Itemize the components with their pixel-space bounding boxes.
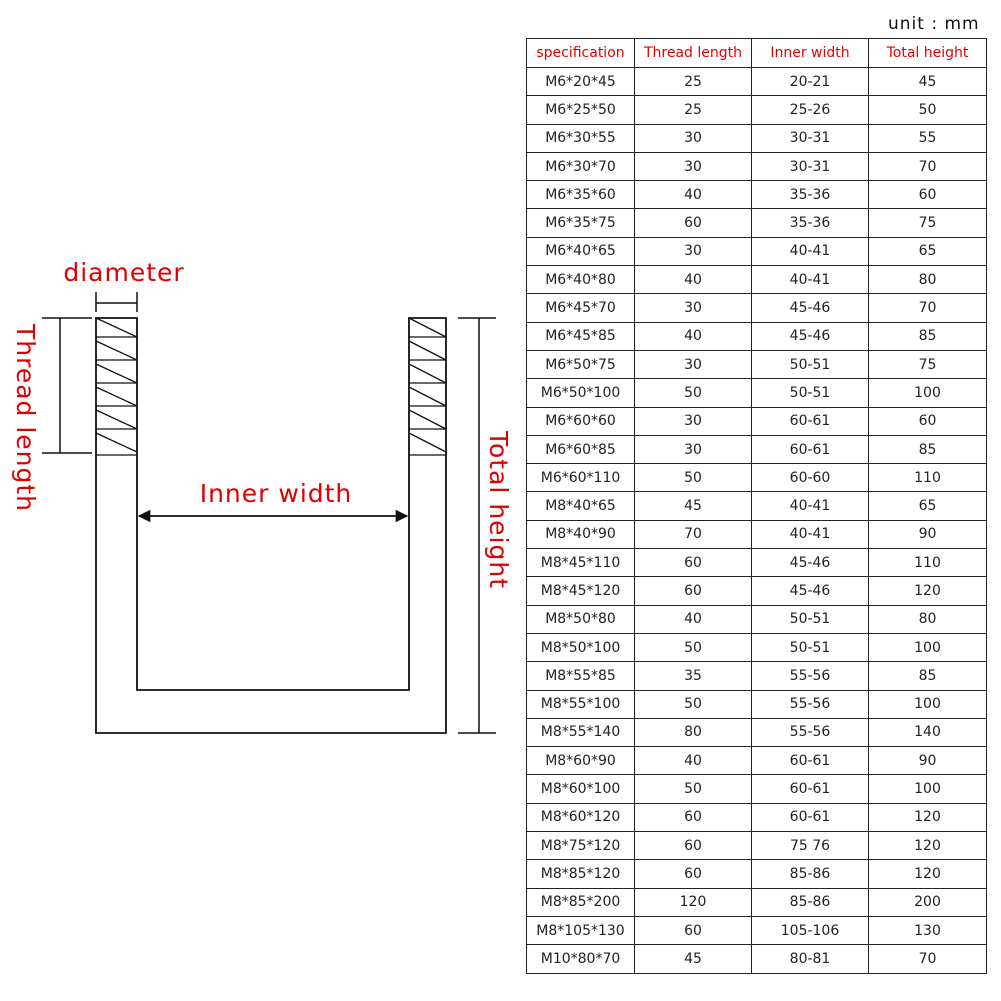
cell-inner-width: 55-56 xyxy=(752,690,869,718)
cell-inner-width: 50-51 xyxy=(752,350,869,378)
table-row xyxy=(527,916,987,944)
cell-inner-width: 50-51 xyxy=(752,633,869,661)
table-row xyxy=(527,577,987,605)
table-row xyxy=(527,209,987,237)
cell-inner-width: 60-61 xyxy=(752,435,869,463)
cell-total-height: 55 xyxy=(869,124,987,152)
table-row xyxy=(527,464,987,492)
cell-thread-length: 40 xyxy=(635,747,752,775)
table-row xyxy=(527,266,987,294)
table-row xyxy=(527,718,987,746)
cell-thread-length: 30 xyxy=(635,435,752,463)
cell-inner-width: 40-41 xyxy=(752,266,869,294)
table-row xyxy=(527,803,987,831)
cell-total-height: 45 xyxy=(869,68,987,96)
cell-inner-width: 40-41 xyxy=(752,520,869,548)
table-row xyxy=(527,662,987,690)
table-row xyxy=(527,181,987,209)
table-row xyxy=(527,124,987,152)
diameter-dimension xyxy=(96,292,137,312)
table-row xyxy=(527,747,987,775)
cell-total-height: 60 xyxy=(869,407,987,435)
cell-total-height: 120 xyxy=(869,860,987,888)
cell-inner-width: 55-56 xyxy=(752,718,869,746)
cell-inner-width: 30-31 xyxy=(752,124,869,152)
cell-inner-width: 45-46 xyxy=(752,322,869,350)
table-row xyxy=(527,549,987,577)
cell-specification: M6*60*110 xyxy=(527,464,635,492)
cell-total-height: 120 xyxy=(869,577,987,605)
cell-thread-length: 30 xyxy=(635,407,752,435)
cell-inner-width: 45-46 xyxy=(752,577,869,605)
inner-width-label: Inner width xyxy=(199,479,353,508)
cell-total-height: 60 xyxy=(869,181,987,209)
cell-inner-width: 30-31 xyxy=(752,152,869,180)
table-body xyxy=(527,68,987,974)
cell-specification: M8*50*80 xyxy=(527,605,635,633)
cell-specification: M8*45*120 xyxy=(527,577,635,605)
table-row xyxy=(527,350,987,378)
table-row xyxy=(527,605,987,633)
cell-total-height: 90 xyxy=(869,747,987,775)
cell-specification: M6*45*85 xyxy=(527,322,635,350)
table-row xyxy=(527,152,987,180)
cell-total-height: 120 xyxy=(869,832,987,860)
cell-thread-length: 30 xyxy=(635,152,752,180)
cell-thread-length: 30 xyxy=(635,294,752,322)
cell-specification: M8*55*100 xyxy=(527,690,635,718)
cell-total-height: 140 xyxy=(869,718,987,746)
cell-total-height: 90 xyxy=(869,520,987,548)
cell-inner-width: 105-106 xyxy=(752,916,869,944)
cell-specification: M6*25*50 xyxy=(527,96,635,124)
cell-thread-length: 30 xyxy=(635,124,752,152)
cell-total-height: 85 xyxy=(869,435,987,463)
table-row xyxy=(527,68,987,96)
cell-specification: M8*60*120 xyxy=(527,803,635,831)
cell-inner-width: 80-81 xyxy=(752,945,869,973)
table-row xyxy=(527,775,987,803)
cell-inner-width: 20-21 xyxy=(752,68,869,96)
cell-total-height: 110 xyxy=(869,549,987,577)
cell-specification: M6*40*80 xyxy=(527,266,635,294)
cell-specification: M6*50*75 xyxy=(527,350,635,378)
cell-thread-length: 120 xyxy=(635,888,752,916)
table-row xyxy=(527,520,987,548)
cell-specification: M6*20*45 xyxy=(527,68,635,96)
cell-total-height: 80 xyxy=(869,266,987,294)
table-row xyxy=(527,492,987,520)
header-total-height: Total height xyxy=(869,39,987,68)
cell-total-height: 100 xyxy=(869,379,987,407)
table-row xyxy=(527,633,987,661)
cell-thread-length: 80 xyxy=(635,718,752,746)
cell-inner-width: 55-56 xyxy=(752,662,869,690)
cell-specification: M6*30*70 xyxy=(527,152,635,180)
cell-specification: M6*35*60 xyxy=(527,181,635,209)
cell-thread-length: 60 xyxy=(635,803,752,831)
cell-total-height: 70 xyxy=(869,945,987,973)
cell-thread-length: 60 xyxy=(635,549,752,577)
cell-thread-length: 50 xyxy=(635,379,752,407)
table-row xyxy=(527,294,987,322)
cell-specification: M8*60*90 xyxy=(527,747,635,775)
table-row xyxy=(527,96,987,124)
u-bolt-outline xyxy=(96,318,446,733)
cell-total-height: 75 xyxy=(869,209,987,237)
header-inner-width: Inner width xyxy=(752,39,869,68)
cell-inner-width: 85-86 xyxy=(752,888,869,916)
table-row xyxy=(527,945,987,973)
table-header-row xyxy=(527,39,987,68)
cell-specification: M8*45*110 xyxy=(527,549,635,577)
cell-thread-length: 50 xyxy=(635,775,752,803)
cell-thread-length: 30 xyxy=(635,237,752,265)
specification-table xyxy=(526,38,987,974)
table-row xyxy=(527,690,987,718)
cell-specification: M10*80*70 xyxy=(527,945,635,973)
thread-length-dimension xyxy=(42,318,92,453)
table-row xyxy=(527,237,987,265)
cell-inner-width: 50-51 xyxy=(752,605,869,633)
cell-specification: M8*55*140 xyxy=(527,718,635,746)
cell-specification: M6*45*70 xyxy=(527,294,635,322)
cell-total-height: 65 xyxy=(869,492,987,520)
right-thread xyxy=(409,318,446,455)
diameter-label: diameter xyxy=(63,258,185,287)
cell-total-height: 100 xyxy=(869,775,987,803)
cell-specification: M8*60*100 xyxy=(527,775,635,803)
cell-thread-length: 40 xyxy=(635,605,752,633)
cell-inner-width: 85-86 xyxy=(752,860,869,888)
cell-specification: M6*30*55 xyxy=(527,124,635,152)
cell-total-height: 110 xyxy=(869,464,987,492)
cell-total-height: 50 xyxy=(869,96,987,124)
cell-specification: M8*85*200 xyxy=(527,888,635,916)
cell-total-height: 130 xyxy=(869,916,987,944)
table-row xyxy=(527,322,987,350)
cell-total-height: 200 xyxy=(869,888,987,916)
cell-thread-length: 40 xyxy=(635,181,752,209)
cell-inner-width: 60-61 xyxy=(752,803,869,831)
table-row xyxy=(527,435,987,463)
cell-thread-length: 60 xyxy=(635,209,752,237)
cell-inner-width: 45-46 xyxy=(752,549,869,577)
cell-inner-width: 60-61 xyxy=(752,775,869,803)
cell-total-height: 75 xyxy=(869,350,987,378)
cell-thread-length: 60 xyxy=(635,916,752,944)
cell-specification: M6*35*75 xyxy=(527,209,635,237)
unit-label: unit : mm xyxy=(888,14,980,34)
cell-thread-length: 45 xyxy=(635,945,752,973)
table-row xyxy=(527,888,987,916)
cell-specification: M6*60*60 xyxy=(527,407,635,435)
cell-specification: M6*50*100 xyxy=(527,379,635,407)
left-thread xyxy=(96,318,137,455)
cell-total-height: 65 xyxy=(869,237,987,265)
cell-thread-length: 70 xyxy=(635,520,752,548)
cell-total-height: 70 xyxy=(869,152,987,180)
table-row xyxy=(527,860,987,888)
cell-thread-length: 60 xyxy=(635,860,752,888)
cell-inner-width: 40-41 xyxy=(752,237,869,265)
cell-total-height: 85 xyxy=(869,662,987,690)
cell-inner-width: 60-61 xyxy=(752,747,869,775)
cell-specification: M8*55*85 xyxy=(527,662,635,690)
cell-specification: M6*60*85 xyxy=(527,435,635,463)
cell-total-height: 80 xyxy=(869,605,987,633)
table-row xyxy=(527,407,987,435)
cell-total-height: 85 xyxy=(869,322,987,350)
header-thread-length: Thread length xyxy=(635,39,752,68)
cell-thread-length: 25 xyxy=(635,96,752,124)
cell-inner-width: 40-41 xyxy=(752,492,869,520)
cell-thread-length: 40 xyxy=(635,322,752,350)
cell-inner-width: 25-26 xyxy=(752,96,869,124)
cell-thread-length: 30 xyxy=(635,350,752,378)
table-row xyxy=(527,379,987,407)
cell-thread-length: 50 xyxy=(635,690,752,718)
cell-thread-length: 50 xyxy=(635,633,752,661)
thread-length-label: Thread length xyxy=(11,323,40,513)
cell-total-height: 100 xyxy=(869,690,987,718)
cell-specification: M8*40*65 xyxy=(527,492,635,520)
cell-inner-width: 35-36 xyxy=(752,209,869,237)
cell-specification: M8*85*120 xyxy=(527,860,635,888)
cell-inner-width: 60-60 xyxy=(752,464,869,492)
cell-inner-width: 75 76 xyxy=(752,832,869,860)
cell-specification: M6*40*65 xyxy=(527,237,635,265)
cell-specification: M8*75*120 xyxy=(527,832,635,860)
cell-specification: M8*40*90 xyxy=(527,520,635,548)
cell-thread-length: 35 xyxy=(635,662,752,690)
cell-specification: M8*50*100 xyxy=(527,633,635,661)
cell-total-height: 70 xyxy=(869,294,987,322)
cell-inner-width: 60-61 xyxy=(752,407,869,435)
cell-thread-length: 50 xyxy=(635,464,752,492)
cell-inner-width: 50-51 xyxy=(752,379,869,407)
cell-inner-width: 45-46 xyxy=(752,294,869,322)
cell-thread-length: 45 xyxy=(635,492,752,520)
cell-thread-length: 60 xyxy=(635,832,752,860)
cell-specification: M8*105*130 xyxy=(527,916,635,944)
table-row xyxy=(527,832,987,860)
cell-total-height: 120 xyxy=(869,803,987,831)
total-height-label: Total height xyxy=(484,430,513,590)
cell-thread-length: 25 xyxy=(635,68,752,96)
cell-thread-length: 40 xyxy=(635,266,752,294)
cell-inner-width: 35-36 xyxy=(752,181,869,209)
cell-thread-length: 60 xyxy=(635,577,752,605)
header-specification: specification xyxy=(527,39,635,68)
cell-total-height: 100 xyxy=(869,633,987,661)
